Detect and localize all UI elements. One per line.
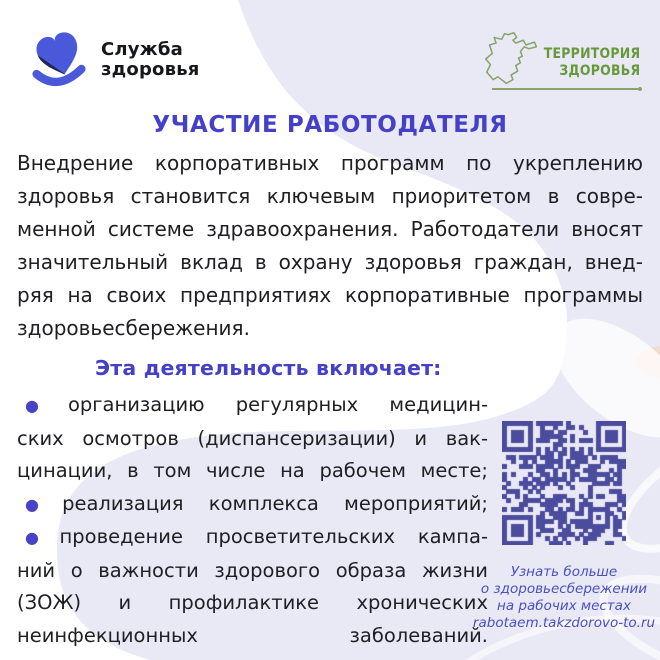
bullet-list xyxy=(17,389,488,652)
line-text: реализация комплекса мероприятий; xyxy=(62,491,488,515)
service-logo-text xyxy=(101,40,200,80)
text-line xyxy=(17,147,643,180)
bullet-dot-icon: ● xyxy=(25,396,64,415)
section-heading: Эта деятельность включает: xyxy=(95,356,442,380)
text-line xyxy=(456,564,660,581)
region-map-icon xyxy=(482,30,542,88)
text-line xyxy=(456,598,660,615)
qr-code xyxy=(502,421,626,545)
line-text: о здоровьесбережении xyxy=(480,581,648,597)
text-line xyxy=(17,246,643,279)
text-line xyxy=(17,213,643,246)
line-text: Внедрение корпоративных программ по укреплению xyxy=(17,151,643,175)
line-text: значительный вклад в охрану здоровья граждан, внед- xyxy=(17,250,643,274)
line-text: организацию регулярных медицин- xyxy=(67,393,488,416)
line-text: rabotaem.takzdorovo-to.ru xyxy=(472,615,656,631)
text-line xyxy=(17,312,643,345)
bullet-line xyxy=(17,521,488,555)
text-line xyxy=(17,555,488,588)
text-line xyxy=(17,279,643,312)
line-text: ских осмотров (диспансеризации) и вак- xyxy=(17,426,488,450)
line-text: ний о важности здорового образа жизни xyxy=(17,558,488,582)
text-line xyxy=(17,620,488,653)
logo-underline xyxy=(492,88,638,90)
line-text: (ЗОЖ) и профилактике хронических xyxy=(17,591,488,614)
line-text: здоровьесбережения. xyxy=(17,316,250,340)
service-logo-line2: здоровья xyxy=(101,59,200,80)
text-line xyxy=(17,587,488,620)
line-text: Узнать больше xyxy=(510,564,618,580)
heart-smile-icon xyxy=(28,28,90,92)
intro-paragraph xyxy=(17,147,643,345)
qr-caption xyxy=(456,564,660,632)
text-line xyxy=(17,423,488,456)
territory-logo-text xyxy=(543,46,640,80)
territory-logo-line2: ЗДОРОВЬЯ xyxy=(559,63,640,79)
line-text: менной системе здравоохранения. Работодатели вносят xyxy=(17,217,643,241)
text-line xyxy=(456,615,660,632)
qr-code-image xyxy=(502,421,626,545)
text-line xyxy=(456,581,660,598)
bullet-dot-icon: ● xyxy=(25,494,59,514)
line-text: здоровья становится ключевым приоритетом в совре- xyxy=(17,184,643,208)
bullet-line xyxy=(17,389,488,423)
bullet-dot-icon: ● xyxy=(25,528,56,547)
bullet-line xyxy=(17,488,488,522)
line-text: цинации, в том числе на рабочем месте; xyxy=(17,459,488,482)
line-text: проведение просветительских кампа- xyxy=(59,525,488,548)
line-text: на рабочих местах xyxy=(497,598,631,614)
service-logo-line1: Служба xyxy=(101,39,183,60)
territory-logo-line1: ТЕРРИТОРИЯ xyxy=(543,46,640,62)
text-line xyxy=(17,180,643,213)
sluzhba-zdorovya-logo xyxy=(28,28,200,92)
text-line xyxy=(17,455,488,488)
line-text: неинфекционных заболеваний. xyxy=(17,623,488,647)
page-title: УЧАСТИЕ РАБОТОДАТЕЛЯ xyxy=(152,112,508,138)
logo-underline-dot-icon xyxy=(638,87,642,91)
line-text: ряя на своих предприятиях корпоративные программы xyxy=(17,283,643,307)
territoriya-zdorovya-logo xyxy=(466,28,642,94)
